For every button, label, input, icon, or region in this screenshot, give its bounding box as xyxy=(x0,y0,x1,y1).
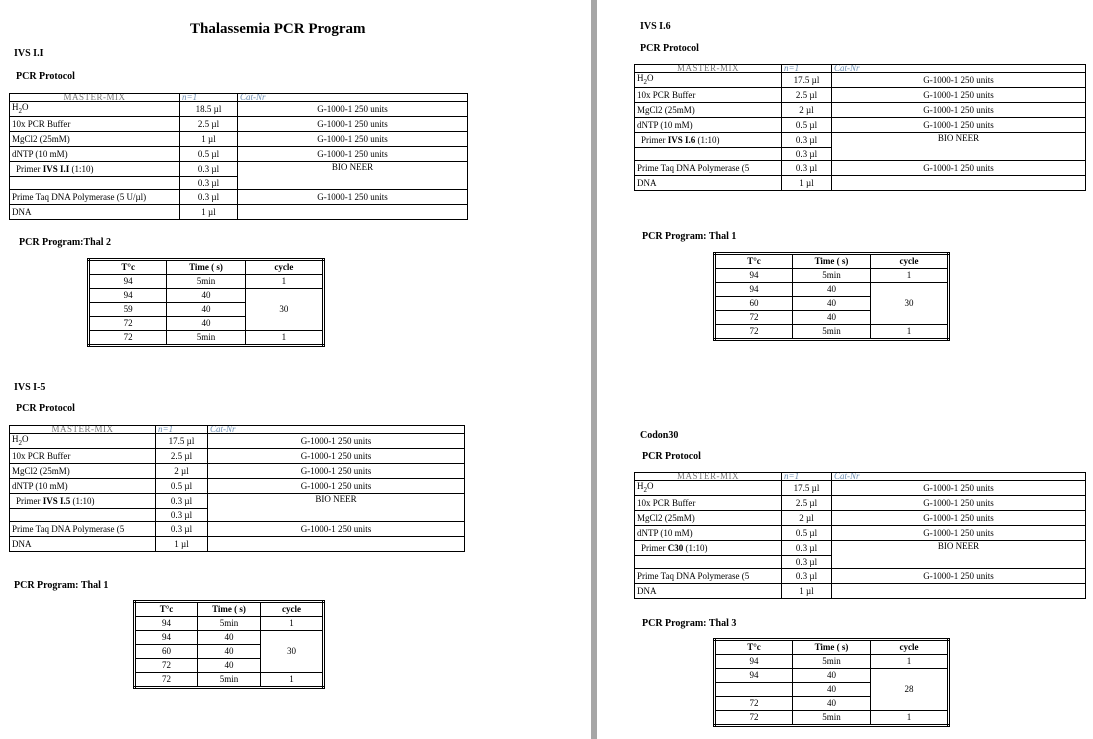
amount-cell: 17.5 µl xyxy=(782,481,832,496)
reagent-cell xyxy=(10,177,180,190)
cycle-cell: 30 xyxy=(871,283,949,325)
reagent-name-tail: O xyxy=(22,102,29,113)
reagent-cell: MgCl2 (25mM) xyxy=(10,132,180,147)
time-cell: 40 xyxy=(167,303,245,317)
reagent-name: H xyxy=(637,73,644,84)
amount-cell: 2.5 µl xyxy=(156,449,208,464)
reagent-cell: MgCl2 (25mM) xyxy=(635,511,782,526)
protocol-label: PCR Protocol xyxy=(16,71,75,82)
table-row xyxy=(635,526,1086,541)
temperature-cell: 72 xyxy=(715,697,793,711)
temperature-cell: 72 xyxy=(89,317,167,331)
table-row xyxy=(635,73,1086,88)
cat-number-cell: G-1000-1 250 units xyxy=(238,132,468,147)
program-row xyxy=(89,289,324,303)
table-row xyxy=(10,162,468,177)
time-cell: 40 xyxy=(198,645,261,659)
amount-cell: 0.3 µl xyxy=(782,161,832,176)
table-header-row xyxy=(10,426,465,434)
cat-number-cell: G-1000-1 250 units xyxy=(208,434,465,449)
cat-number-cell: G-1000-1 250 units xyxy=(832,526,1086,541)
reagent-cell xyxy=(10,162,180,177)
table-row xyxy=(635,511,1086,526)
cat-number-cell: G-1000-1 250 units xyxy=(832,496,1086,511)
reagent-cell: MgCl2 (25mM) xyxy=(635,103,782,118)
section-title: Codon30 xyxy=(640,430,679,441)
reagent-cell xyxy=(635,481,782,496)
program-header-row xyxy=(715,640,949,655)
cat-number-cell xyxy=(832,584,1086,599)
cat-number-header: Cat-Nr xyxy=(238,94,468,102)
amount-cell: 0.5 µl xyxy=(156,479,208,494)
temperature-cell: 94 xyxy=(715,669,793,683)
time-header: Time ( s) xyxy=(793,640,871,655)
cat-number-cell: G-1000-1 250 units xyxy=(238,102,468,117)
n-header: n=1 xyxy=(180,94,238,102)
time-cell: 5min xyxy=(793,655,871,669)
n-header: n=1 xyxy=(782,473,832,481)
cat-number-cell xyxy=(832,176,1086,191)
time-header: Time ( s) xyxy=(198,602,261,617)
temperature-cell: 94 xyxy=(89,275,167,289)
table-row xyxy=(10,522,465,537)
primer-prefix: Primer xyxy=(641,543,668,553)
table-row xyxy=(10,132,468,147)
temperature-cell xyxy=(715,683,793,697)
cat-number-header: Cat-Nr xyxy=(832,473,1086,481)
amount-cell: 18.5 µl xyxy=(180,102,238,117)
reagent-name: H xyxy=(12,434,19,445)
protocol-label: PCR Protocol xyxy=(642,451,701,462)
amount-cell: 0.5 µl xyxy=(782,526,832,541)
table-row xyxy=(635,176,1086,191)
table-row xyxy=(635,541,1086,556)
amount-cell: 0.3 µl xyxy=(156,494,208,509)
time-cell: 5min xyxy=(793,269,871,283)
time-header: Time ( s) xyxy=(793,254,871,269)
temperature-cell: 72 xyxy=(135,659,198,673)
cycle-cell: 1 xyxy=(261,673,324,688)
table-row xyxy=(10,147,468,162)
primer-dilution: (1:10) xyxy=(70,496,95,506)
section-title: IVS I.6 xyxy=(640,21,671,32)
program-header-row xyxy=(135,602,324,617)
amount-cell: 0.5 µl xyxy=(782,118,832,133)
reagent-cell: DNA xyxy=(10,537,156,552)
section-title: IVS I-5 xyxy=(14,382,46,393)
cat-number-cell: G-1000-1 250 units xyxy=(208,464,465,479)
cat-number-cell: G-1000-1 250 units xyxy=(238,190,468,205)
cycle-header: cycle xyxy=(871,254,949,269)
amount-cell: 17.5 µl xyxy=(782,73,832,88)
reagent-cell: 10x PCR Buffer xyxy=(10,117,180,132)
primer-name: IVS I.5 xyxy=(42,496,71,506)
temperature-cell: 94 xyxy=(715,269,793,283)
cat-number-cell: G-1000-1 250 units xyxy=(832,569,1086,584)
time-cell: 40 xyxy=(793,283,871,297)
cycle-cell: 1 xyxy=(871,711,949,726)
amount-cell: 2.5 µl xyxy=(782,496,832,511)
table-row xyxy=(10,205,468,220)
cat-number-cell: G-1000-1 250 units xyxy=(832,88,1086,103)
time-cell: 40 xyxy=(793,697,871,711)
n-header: n=1 xyxy=(782,65,832,73)
amount-cell: 0.3 µl xyxy=(782,556,832,569)
table-row xyxy=(10,434,465,449)
cat-number-cell: G-1000-1 250 units xyxy=(832,118,1086,133)
reagent-cell xyxy=(635,541,782,556)
cycle-cell: 1 xyxy=(871,655,949,669)
amount-cell: 0.3 µl xyxy=(180,162,238,177)
pcr-program-label: PCR Program:Thal 2 xyxy=(19,237,112,248)
reagent-name: H xyxy=(12,102,19,113)
program-header-row xyxy=(715,254,949,269)
pcr-program-table xyxy=(87,258,325,347)
reagent-cell xyxy=(635,133,782,148)
reagent-cell xyxy=(10,509,156,522)
table-row xyxy=(635,161,1086,176)
temperature-cell: 94 xyxy=(135,617,198,631)
master-mix-table xyxy=(634,64,1086,191)
time-cell: 5min xyxy=(793,325,871,340)
protocol-label: PCR Protocol xyxy=(16,403,75,414)
cycle-cell: 28 xyxy=(871,669,949,711)
reagent-name: H xyxy=(637,481,644,492)
pcr-program-label: PCR Program: Thal 1 xyxy=(14,580,109,591)
reagent-cell: MgCl2 (25mM) xyxy=(10,464,156,479)
cycle-cell: 1 xyxy=(245,331,323,346)
cycle-cell: 1 xyxy=(871,269,949,283)
cat-number-cell: G-1000-1 250 units xyxy=(832,511,1086,526)
amount-cell: 0.3 µl xyxy=(180,190,238,205)
document-page-right xyxy=(597,0,1093,739)
amount-cell: 0.3 µl xyxy=(156,522,208,537)
cat-number-cell xyxy=(208,537,465,552)
temperature-cell: 94 xyxy=(715,283,793,297)
supplier-cell: BIO NEER xyxy=(832,541,1086,569)
reagent-name-tail: O xyxy=(22,434,29,445)
time-header: Time ( s) xyxy=(167,260,245,275)
table-row xyxy=(635,88,1086,103)
reagent-subscript: 2 xyxy=(643,77,647,86)
cycle-cell: 1 xyxy=(871,325,949,340)
time-cell: 5min xyxy=(167,331,245,346)
reagent-cell: 10x PCR Buffer xyxy=(635,88,782,103)
cat-number-cell: G-1000-1 250 units xyxy=(832,481,1086,496)
amount-cell: 0.3 µl xyxy=(156,509,208,522)
temperature-header: T°c xyxy=(715,640,793,655)
reagent-subscript: 2 xyxy=(643,485,647,494)
table-header-row xyxy=(10,94,468,102)
amount-cell: 0.3 µl xyxy=(782,541,832,556)
cycle-cell: 1 xyxy=(245,275,323,289)
primer-prefix: Primer xyxy=(641,135,668,145)
program-header-row xyxy=(89,260,324,275)
master-mix-header: MASTER-MIX xyxy=(10,94,180,102)
reagent-cell: dNTP (10 mM) xyxy=(10,479,156,494)
primer-name: IVS I.6 xyxy=(667,135,696,145)
table-row xyxy=(10,464,465,479)
temperature-header: T°c xyxy=(135,602,198,617)
time-cell: 40 xyxy=(167,317,245,331)
table-row xyxy=(10,479,465,494)
time-cell: 5min xyxy=(198,617,261,631)
time-cell: 40 xyxy=(793,297,871,311)
table-row xyxy=(635,496,1086,511)
table-row xyxy=(635,103,1086,118)
reagent-name-tail: O xyxy=(647,481,654,492)
primer-prefix: Primer xyxy=(16,496,43,506)
table-row xyxy=(10,102,468,117)
reagent-cell: dNTP (10 mM) xyxy=(635,526,782,541)
amount-cell: 1 µl xyxy=(180,132,238,147)
reagent-cell: Prime Taq DNA Polymerase (5 xyxy=(10,522,156,537)
amount-cell: 2.5 µl xyxy=(782,88,832,103)
pcr-program-table xyxy=(133,600,325,689)
reagent-cell: DNA xyxy=(635,584,782,599)
temperature-cell: 94 xyxy=(715,655,793,669)
temperature-cell: 72 xyxy=(715,325,793,340)
cycle-header: cycle xyxy=(871,640,949,655)
reagent-cell xyxy=(635,73,782,88)
master-mix-table xyxy=(9,93,468,220)
table-row xyxy=(10,537,465,552)
time-cell: 40 xyxy=(167,289,245,303)
time-cell: 5min xyxy=(198,673,261,688)
cycle-cell: 30 xyxy=(245,289,323,331)
pcr-program-label: PCR Program: Thal 1 xyxy=(642,231,737,242)
master-mix-header: MASTER-MIX xyxy=(635,65,782,73)
amount-cell: 0.3 µl xyxy=(782,133,832,148)
reagent-cell xyxy=(10,434,156,449)
temperature-cell: 94 xyxy=(135,631,198,645)
table-row xyxy=(635,569,1086,584)
amount-cell: 0.3 µl xyxy=(782,569,832,584)
amount-cell: 1 µl xyxy=(180,205,238,220)
program-row xyxy=(135,673,324,688)
reagent-cell: Prime Taq DNA Polymerase (5 U/µl) xyxy=(10,190,180,205)
program-row xyxy=(89,275,324,289)
cat-number-cell: G-1000-1 250 units xyxy=(208,522,465,537)
time-cell: 40 xyxy=(793,683,871,697)
amount-cell: 2 µl xyxy=(782,511,832,526)
amount-cell: 2 µl xyxy=(782,103,832,118)
primer-dilution: (1:10) xyxy=(695,135,720,145)
cat-number-cell xyxy=(238,205,468,220)
program-row xyxy=(135,631,324,645)
time-cell: 40 xyxy=(198,659,261,673)
temperature-cell: 72 xyxy=(715,311,793,325)
cycle-header: cycle xyxy=(261,602,324,617)
program-row xyxy=(89,331,324,346)
time-cell: 5min xyxy=(793,711,871,726)
temperature-cell: 72 xyxy=(89,331,167,346)
pcr-program-label: PCR Program: Thal 3 xyxy=(642,618,737,629)
time-cell: 40 xyxy=(793,669,871,683)
pcr-program-table xyxy=(713,252,950,341)
amount-cell: 0.3 µl xyxy=(782,148,832,161)
temperature-cell: 60 xyxy=(135,645,198,659)
primer-prefix: Primer xyxy=(16,164,43,174)
reagent-cell: 10x PCR Buffer xyxy=(635,496,782,511)
reagent-cell: Prime Taq DNA Polymerase (5 xyxy=(635,569,782,584)
cat-number-cell: G-1000-1 250 units xyxy=(208,479,465,494)
reagent-name-tail: O xyxy=(647,73,654,84)
program-row xyxy=(715,711,949,726)
section-title: IVS I.I xyxy=(14,48,44,59)
cat-number-cell: G-1000-1 250 units xyxy=(832,103,1086,118)
temperature-cell: 72 xyxy=(715,711,793,726)
supplier-cell: BIO NEER xyxy=(832,133,1086,161)
cat-number-cell: G-1000-1 250 units xyxy=(832,73,1086,88)
cycle-header: cycle xyxy=(245,260,323,275)
program-row xyxy=(715,325,949,340)
cycle-cell: 1 xyxy=(261,617,324,631)
cat-number-cell: G-1000-1 250 units xyxy=(238,117,468,132)
reagent-cell: DNA xyxy=(635,176,782,191)
reagent-cell xyxy=(635,556,782,569)
amount-cell: 0.3 µl xyxy=(180,177,238,190)
program-row xyxy=(715,669,949,683)
time-cell: 5min xyxy=(167,275,245,289)
table-row xyxy=(10,494,465,509)
table-row xyxy=(635,118,1086,133)
program-row xyxy=(135,617,324,631)
master-mix-table xyxy=(9,425,465,552)
reagent-cell: 10x PCR Buffer xyxy=(10,449,156,464)
master-mix-header: MASTER-MIX xyxy=(635,473,782,481)
table-header-row xyxy=(635,65,1086,73)
cycle-cell: 30 xyxy=(261,631,324,673)
cat-number-header: Cat-Nr xyxy=(208,426,465,434)
cat-number-header: Cat-Nr xyxy=(832,65,1086,73)
reagent-cell xyxy=(10,102,180,117)
master-mix-table xyxy=(634,472,1086,599)
reagent-cell: dNTP (10 mM) xyxy=(10,147,180,162)
reagent-subscript: 2 xyxy=(18,438,22,447)
amount-cell: 1 µl xyxy=(156,537,208,552)
temperature-cell: 72 xyxy=(135,673,198,688)
document-title: Thalassemia PCR Program xyxy=(190,21,366,37)
supplier-cell: BIO NEER xyxy=(208,494,465,522)
table-row xyxy=(635,584,1086,599)
temperature-cell: 94 xyxy=(89,289,167,303)
program-row xyxy=(715,283,949,297)
amount-cell: 1 µl xyxy=(782,176,832,191)
amount-cell: 17.5 µl xyxy=(156,434,208,449)
primer-dilution: (1:10) xyxy=(683,543,708,553)
primer-dilution: (1:10) xyxy=(69,164,94,174)
temperature-cell: 59 xyxy=(89,303,167,317)
reagent-cell xyxy=(10,494,156,509)
temperature-cell: 60 xyxy=(715,297,793,311)
cat-number-cell: G-1000-1 250 units xyxy=(238,147,468,162)
temperature-header: T°c xyxy=(89,260,167,275)
pcr-program-table xyxy=(713,638,950,727)
primer-name: C30 xyxy=(667,543,684,553)
primer-name: IVS I.I xyxy=(42,164,70,174)
table-row xyxy=(635,133,1086,148)
amount-cell: 2 µl xyxy=(156,464,208,479)
program-row xyxy=(715,655,949,669)
amount-cell: 1 µl xyxy=(782,584,832,599)
reagent-cell xyxy=(635,148,782,161)
cat-number-cell: G-1000-1 250 units xyxy=(208,449,465,464)
table-row xyxy=(10,449,465,464)
program-row xyxy=(715,269,949,283)
reagent-subscript: 2 xyxy=(18,106,22,115)
time-cell: 40 xyxy=(198,631,261,645)
table-row xyxy=(10,190,468,205)
cat-number-cell: G-1000-1 250 units xyxy=(832,161,1086,176)
table-header-row xyxy=(635,473,1086,481)
temperature-header: T°c xyxy=(715,254,793,269)
time-cell: 40 xyxy=(793,311,871,325)
table-row xyxy=(635,481,1086,496)
supplier-cell: BIO NEER xyxy=(238,162,468,190)
reagent-cell: Prime Taq DNA Polymerase (5 xyxy=(635,161,782,176)
reagent-cell: DNA xyxy=(10,205,180,220)
n-header: n=1 xyxy=(156,426,208,434)
master-mix-header: MASTER-MIX xyxy=(10,426,156,434)
amount-cell: 0.5 µl xyxy=(180,147,238,162)
table-row xyxy=(10,117,468,132)
reagent-cell: dNTP (10 mM) xyxy=(635,118,782,133)
amount-cell: 2.5 µl xyxy=(180,117,238,132)
protocol-label: PCR Protocol xyxy=(640,43,699,54)
